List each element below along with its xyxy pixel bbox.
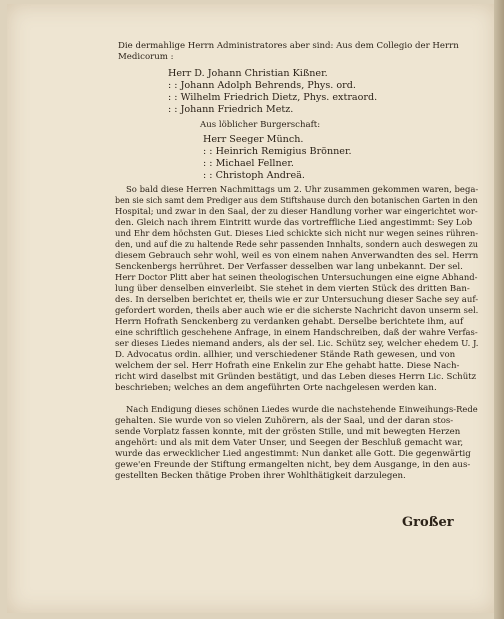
medici-entry: Herr D. Johann Christian Kißner. <box>168 68 328 79</box>
paragraph-line: Herr Doctor Plitt aber hat seinen theologischen Untersuchungen eine eigne Abhand- <box>115 273 478 283</box>
buerger-entry: : : Heinrich Remigius Brönner. <box>203 146 352 157</box>
paragraph-line: wurde das erwecklicher Lied angestimmt: Nun danket alle Gott. Die gegenwärtig <box>115 449 471 459</box>
paragraph-line: richt wird daselbst mit Gründen bestätigt, und das Leben dieses Herrn Lic. Schütz <box>115 372 477 382</box>
paragraph-line: Senckenbergs herrühret. Der Verfasser desselben war lang unbekannt. Der sel. <box>115 262 463 272</box>
buergerschaft-heading: Aus löblicher Burgerschaft: <box>200 120 321 130</box>
catchword: Großer <box>402 515 454 530</box>
paragraph-line: angehört: und als mit dem Vater Unser, und Seegen der Beschluß gemacht war, <box>115 438 464 448</box>
paragraph-line: den. Gleich nach ihrem Eintritt wurde das vortreffliche Lied angestimmt: Sey Lob <box>115 218 473 228</box>
paragraph-line: gewe'en Freunde der Stiftung ermangelten nicht, bey dem Ausgange, in den aus- <box>115 460 471 470</box>
page-edge-shadow <box>494 0 504 619</box>
paragraph-line: sende Vorplatz fassen konnte, mit der grösten Stille, und mit bewegten Herzen <box>115 427 461 437</box>
paragraph-line: gestellten Becken thätige Proben ihrer Wohlthätigkeit darzulegen. <box>115 471 406 481</box>
paragraph-line: lung über denselben einverleibt. Sie stehet in dem vierten Stück des dritten Ban- <box>115 284 470 294</box>
buerger-entry: : : Michael Fellner. <box>203 158 294 169</box>
medici-entry: : : Johann Friedrich Metz. <box>168 104 294 115</box>
paragraph-line: ben sie sich samt dem Prediger aus dem Stiftshause durch den botanischen Garten in den <box>115 196 478 206</box>
paragraph-line: ser dieses Liedes niemand anders, als der sel. Lic. Schütz sey, welcher ehedem U. J. <box>115 339 479 349</box>
medici-entry: : : Wilhelm Friedrich Dietz, Phys. extraord. <box>168 92 378 103</box>
paragraph-line: Hospital; und zwar in den Saal, der zu dieser Handlung vorher war eingerichtet wor- <box>115 207 478 217</box>
paragraph-line: Nach Endigung dieses schönen Liedes wurde die nachstehende Einweihungs-Rede <box>126 405 478 415</box>
buerger-entry: Herr Seeger Münch. <box>203 134 304 145</box>
buerger-entry: : : Christoph Andreä. <box>203 170 305 181</box>
paragraph-line: D. Advocatus ordin. allhier, und verschiedener Stände Rath gewesen, und von <box>115 350 456 360</box>
paragraph-line: und Ehr dem höchsten Gut. Dieses Lied schickte sich nicht nur wegen seines rühren- <box>115 229 479 239</box>
paragraph-line: diesem Gebrauch sehr wohl, weil es von einem nahen Anverwandten des sel. Herrn <box>115 251 479 261</box>
medici-entry: : : Johann Adolph Behrends, Phys. ord. <box>168 80 356 91</box>
paragraph-line: Herrn Hofrath Senckenberg zu verdanken gehabt. Derselbe berichtete ihm, auf <box>115 317 464 327</box>
paragraph-line: beschrieben; welches an dem angeführten Orte nachgelesen werden kan. <box>115 383 437 393</box>
paragraph-line: des. In derselben berichtet er, theils wie er zur Untersuchung dieser Sache sey auf- <box>115 295 479 305</box>
paragraph-line: den, und auf die zu haltende Rede sehr passenden Innhalts, sondern auch deswegen zu <box>115 240 479 250</box>
paragraph-line: So bald diese Herren Nachmittags um 2. Uhr zusammen gekommen waren, bega- <box>126 185 479 195</box>
paragraph-line: gehalten. Sie wurde von so vielen Zuhörern, als der Saal, und der daran stos- <box>115 416 454 426</box>
paragraph-line: eine schriftlich geschehene Anfrage, in einem Handschreiben, daß der wahre Verfas- <box>115 328 478 338</box>
intro-line: Die dermahlige Herrn Administratores aber sind: Aus dem Collegio der Herrn <box>118 41 459 51</box>
intro-line: Medicorum : <box>118 52 174 62</box>
paragraph-line: gefordert worden, theils aber auch wie er die sicherste Nachricht davon unserm sel. <box>115 306 479 316</box>
paragraph-line: welchem der sel. Herr Hofrath eine Enkelin zur Ehe gehabt hatte. Diese Nach- <box>115 361 460 371</box>
